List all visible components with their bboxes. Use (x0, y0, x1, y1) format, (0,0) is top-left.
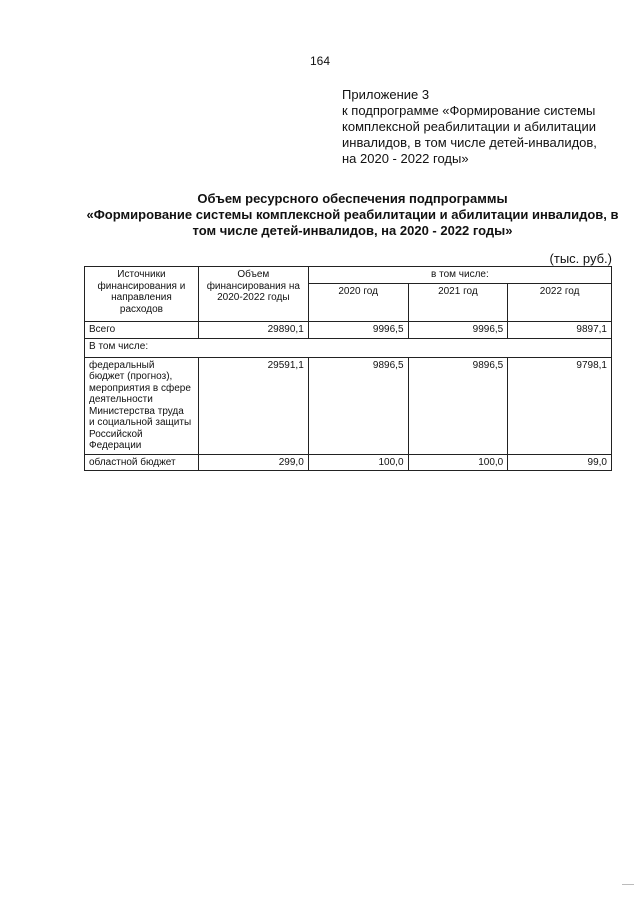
including-label: В том числе: (85, 338, 612, 357)
appendix-line: инвалидов, в том числе детей-инвалидов, (342, 135, 597, 150)
cell-2021: 9996,5 (408, 322, 508, 339)
title-line: том числе детей-инвалидов, на 2020 - 2022 годы» (192, 223, 513, 238)
cell-2020: 9996,5 (308, 322, 408, 339)
header-year-2020: 2020 год (308, 283, 408, 321)
row-label-federal (85, 357, 199, 454)
table-row-federal (85, 357, 612, 454)
cell-volume: 299,0 (198, 454, 308, 471)
federal-label-line: Министерства труда (89, 405, 184, 417)
appendix-line: Приложение 3 (342, 87, 430, 102)
document-title (80, 191, 625, 239)
cell-2022: 9798,1 (508, 357, 612, 454)
header-including: в том числе: (308, 267, 611, 284)
cell-2022: 9897,1 (508, 322, 612, 339)
cell-2021: 9896,5 (408, 357, 508, 454)
cell-volume: 29591,1 (198, 357, 308, 454)
header-year-2021: 2021 год (408, 283, 508, 321)
cell-2021: 100,0 (408, 454, 508, 471)
cell-2020: 100,0 (308, 454, 408, 471)
appendix-line: комплексной реабилитации и абилитации (342, 119, 597, 134)
federal-label-line: Федерации (89, 440, 142, 451)
federal-label-line: мероприятия в сфере (89, 382, 191, 394)
federal-label-line: и социальной защиты (89, 417, 192, 428)
federal-label-line: Российской (89, 428, 143, 440)
appendix-line: к подпрограмме «Формирование системы (342, 103, 596, 118)
federal-label-line: федеральный (89, 359, 155, 371)
cell-volume: 29890,1 (198, 322, 308, 339)
table-row-regional (85, 454, 612, 471)
units-label: (тыс. руб.) (549, 251, 612, 266)
table-row-including (85, 338, 612, 357)
table-header-row (85, 267, 612, 284)
header-volume: Объем финансирования на 2020-2022 годы (198, 267, 308, 322)
cell-2020: 9896,5 (308, 357, 408, 454)
header-year-2022: 2022 год (508, 283, 612, 321)
federal-label-line: деятельности (89, 394, 153, 405)
header-source: Источники финансирования и направления расходов (85, 267, 199, 322)
resource-table (84, 266, 612, 471)
appendix-line: на 2020 - 2022 годы» (342, 151, 469, 166)
title-line: Объем ресурсного обеспечения подпрограммы (197, 191, 508, 206)
page-number: 164 (309, 54, 331, 68)
appendix-note (342, 87, 627, 167)
row-label: Всего (85, 322, 199, 339)
title-line: «Формирование системы комплексной реабилитации и абилитации инвалидов, в (86, 207, 619, 222)
row-label: областной бюджет (85, 454, 199, 471)
table-row-total (85, 322, 612, 339)
federal-label-line: бюджет (прогноз), (89, 371, 173, 382)
cell-2022: 99,0 (508, 454, 612, 471)
scan-edge-mark (622, 884, 634, 885)
